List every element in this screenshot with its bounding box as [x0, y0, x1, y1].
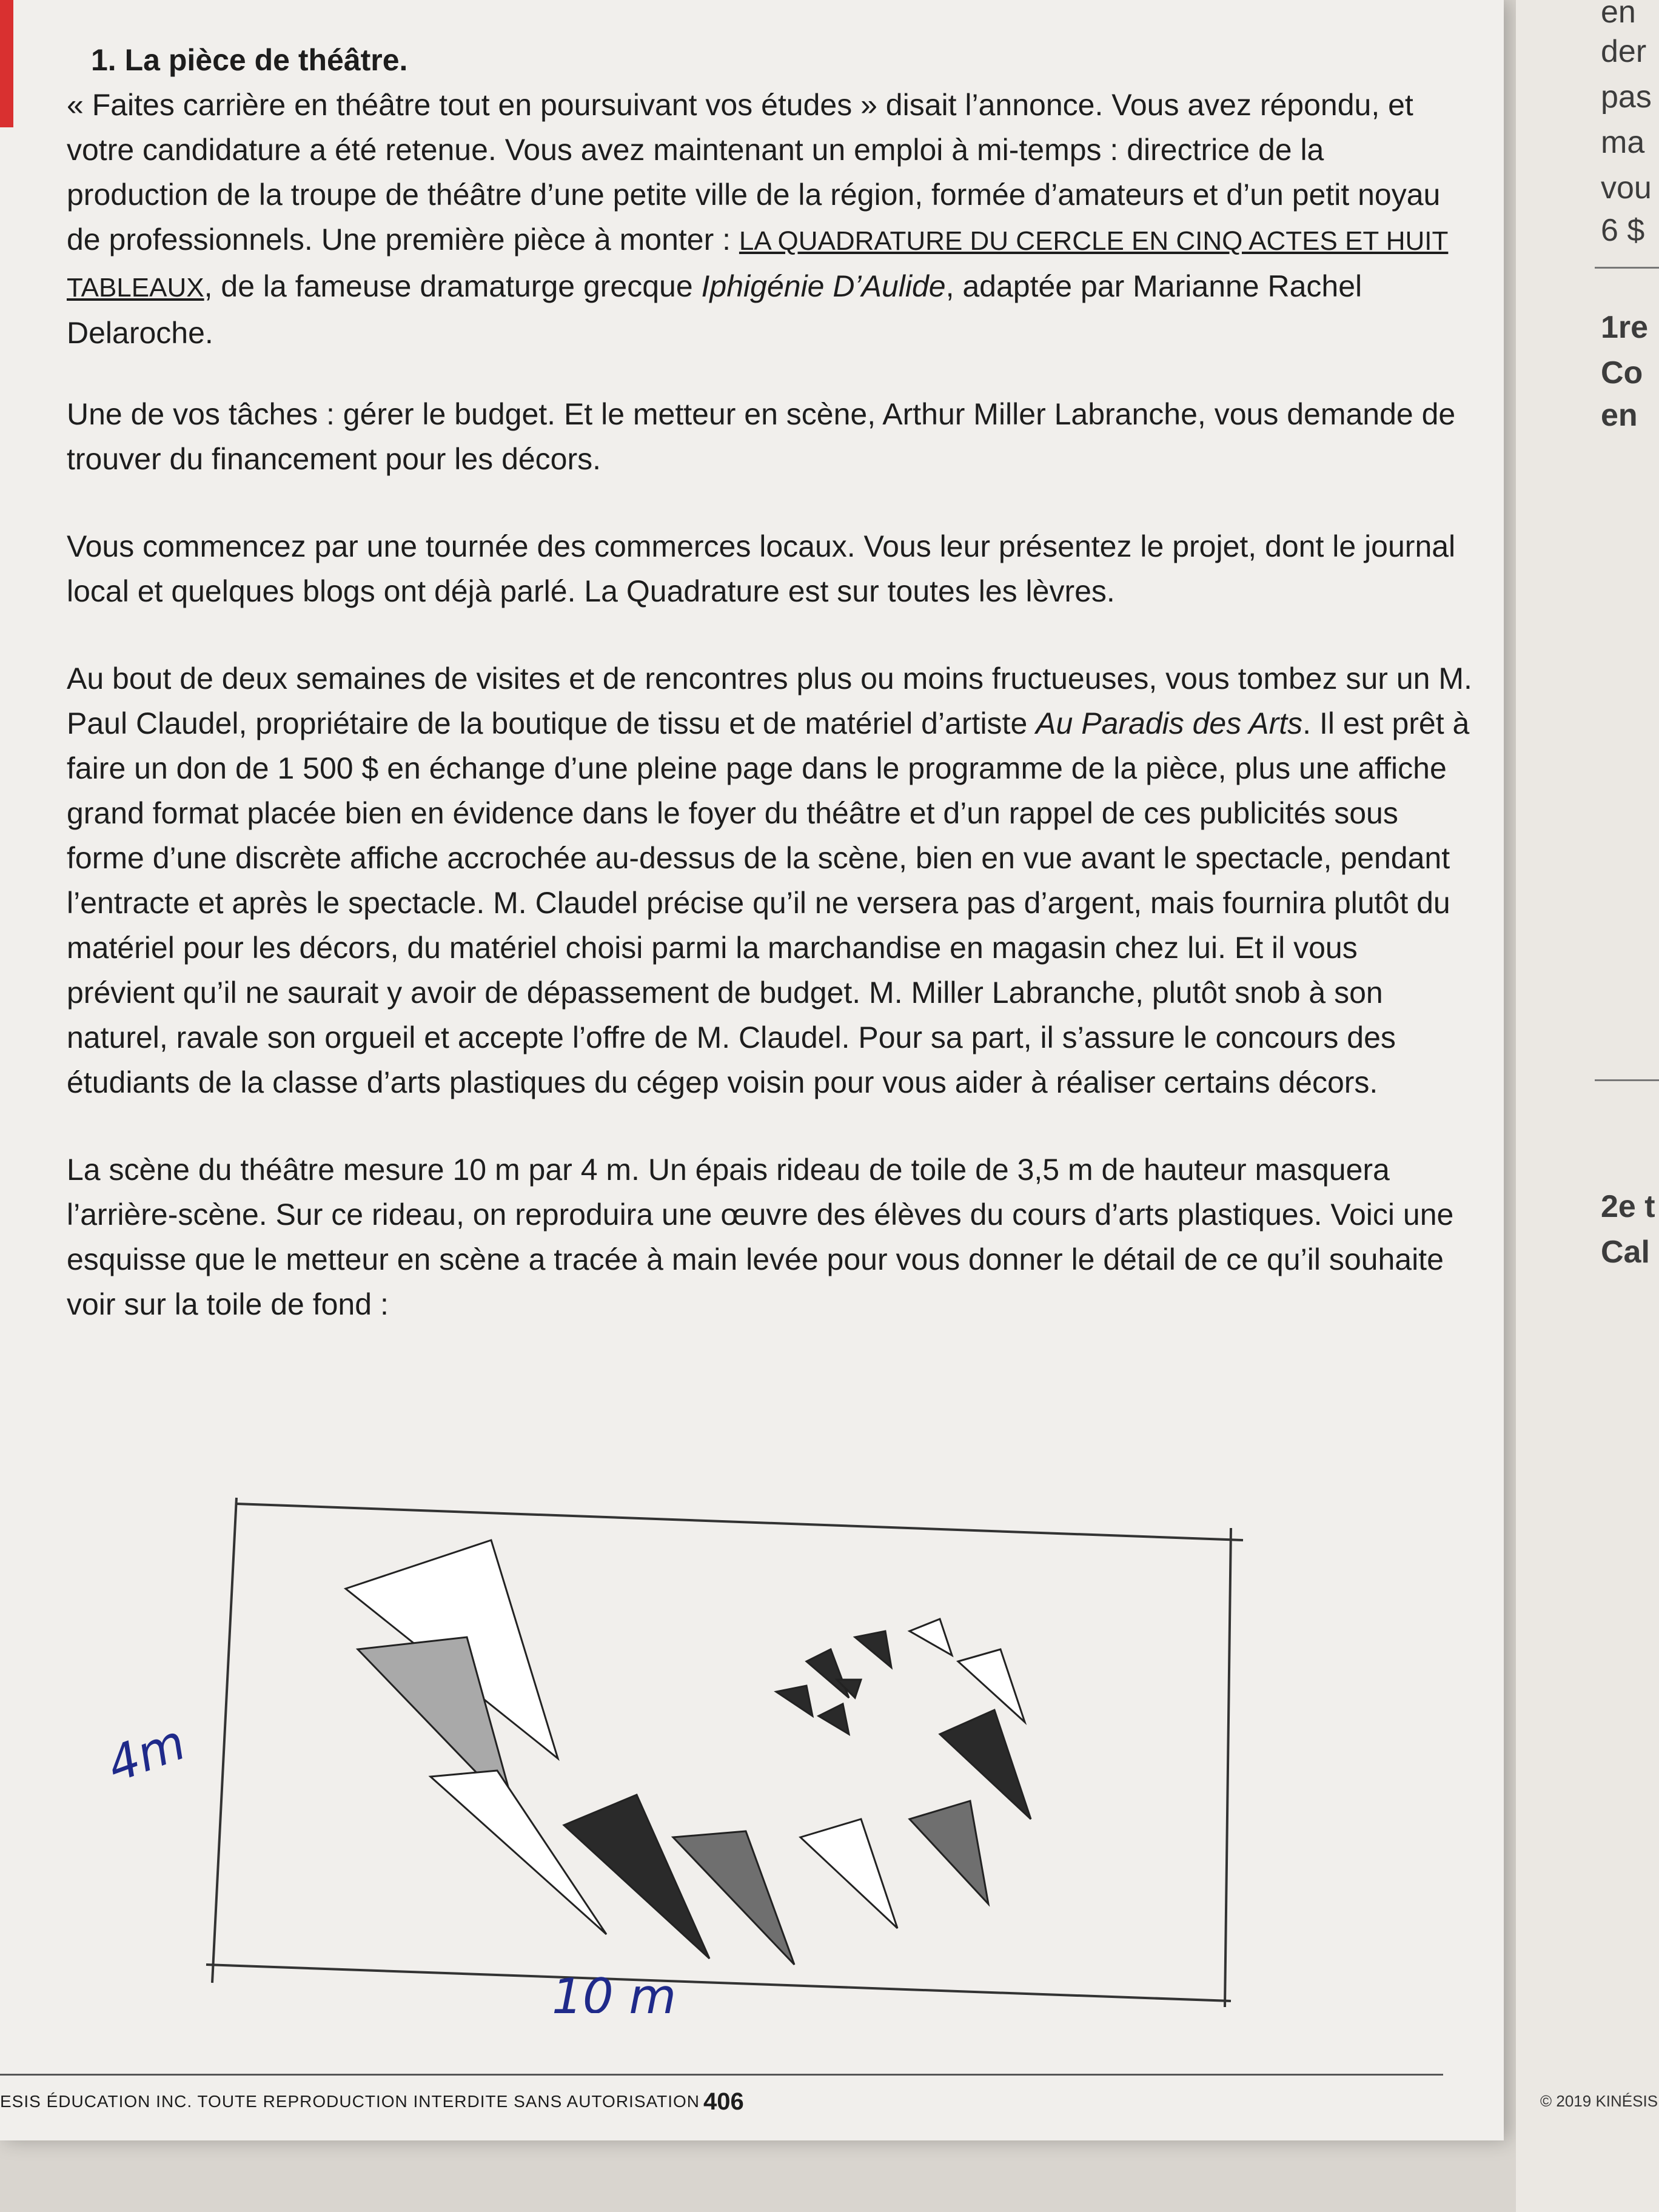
sponsor-text-b: . Il est prêt à faire un don de 1 500 $ en échange d’une pleine page dans le programme de la pièce, plus une affiche grand format placée bien en évidence dans le foyer du théâtre et d’un rappel de ces publicités sous forme d’une discrète affiche accrochée au-dessus de la scène, bien en vue avant le spectacle, pendant l’entracte et après le spectacle. M. Claudel précise qu’il ne versera pas d’argent, mais fournira plutôt du matériel pour les décors, du matériel choisi parmi la marchandise en magasin chez lui. Et il vous prévient qu’il ne saurait y avoir de dépassement de budget. M. Miller Labranche, plutôt snob à son naturel, ravale son orgueil et accepte l’offre de M. Claudel. Pour sa part, il s’assure le concours des étudiants de la classe d’arts plastiques du cégep voisin pour vous aider à réaliser certains décors. — [67, 706, 1470, 1099]
adjacent-fragment: en — [1601, 398, 1638, 433]
adjacent-fragment: der — [1601, 34, 1647, 69]
triangle-mid-1 — [673, 1831, 794, 1965]
exercise-content — [67, 42, 1473, 1369]
footer-rule — [0, 2074, 1443, 2076]
adjacent-fragment: ma — [1601, 125, 1645, 160]
backdrop-sketch — [91, 1480, 1273, 2013]
red-edge-tab — [0, 0, 13, 127]
sketch-svg — [91, 1480, 1273, 2013]
paragraph-tour: Vous commencez par une tournée des commerces locaux. Vous leur présentez le projet, dont le journal local et quelques blogs ont déjà parlé. La Quadrature est sur toutes les lèvres. — [67, 529, 1456, 608]
frame-left — [212, 1498, 236, 1983]
sketch-triangles — [346, 1540, 1031, 1965]
intro-text-c: , adaptée par Marianne Rachel Delaroche. — [67, 269, 1362, 350]
triangle-dark-small-4 — [819, 1704, 849, 1734]
intro-text-a: « Faites carrière en théâtre tout en poursuivant vos études » disait l’annonce. Vous avez répondu, et votre candidature a été retenue. Vous avez maintenant un emploi à mi-temps : directrice de la production de la troupe de théâtre d’une petite ville de la région, formée d’amateurs et d’un petit noyau de professionnels. Une première pièce à monter : — [67, 88, 1441, 256]
frame-right — [1225, 1528, 1231, 2007]
exercise-title: 1. La pièce de théâtre. — [91, 43, 408, 77]
play-title: LA QUADRATURE DU CERCLE EN CINQ ACTES ET HUIT TABLEAUX — [67, 226, 1449, 303]
sketch-frame — [206, 1498, 1243, 2007]
triangle-dark-small-1 — [855, 1631, 891, 1667]
adjacent-page-edge — [1516, 0, 1659, 2212]
frame-bottom — [206, 1965, 1231, 2001]
paragraph-stage: La scène du théâtre mesure 10 m par 4 m. Un épais rideau de toile de 3,5 m de hauteur masquera l’arrière-scène. Sur ce rideau, on reproduira une œuvre des élèves du cours d’arts plastiques. Voici une esquisse que le metteur en scène a tracée à main levée pour vous donner le détail de ce qu’il souhaite voir sur la toile de fond : — [67, 1153, 1454, 1321]
paragraph-budget: Une de vos tâches : gérer le budget. Et le metteur en scène, Arthur Miller Labranche, vous demande de trouver du financement pour les décors. — [67, 397, 1456, 476]
height-label: 4m — [99, 1714, 193, 1794]
triangle-dark-small-3 — [776, 1686, 813, 1716]
triangle-white-low — [431, 1771, 606, 1934]
playwright-name: Iphigénie D’Aulide — [701, 269, 946, 303]
shop-name: Au Paradis des Arts — [1036, 706, 1303, 740]
adjacent-fragment: pas — [1601, 79, 1652, 115]
page-number: 406 — [703, 2088, 744, 2115]
page-footer — [0, 2074, 1455, 2134]
triangle-dark-small-2 — [806, 1649, 849, 1698]
adjacent-fragment: vou — [1601, 170, 1652, 206]
triangle-mid-2 — [910, 1801, 988, 1904]
adjacent-fragment: Co — [1601, 355, 1643, 390]
intro-text-b: , de la fameuse dramaturge grecque — [204, 269, 702, 303]
adjacent-rule — [1595, 267, 1659, 269]
triangle-white-2 — [800, 1819, 897, 1928]
adjacent-rule — [1595, 1079, 1659, 1081]
triangle-white-small — [910, 1619, 952, 1655]
adjacent-fragment: 6 $ — [1601, 213, 1645, 248]
adjacent-fragment: Cal — [1601, 1235, 1650, 1270]
copyright-notice: ESIS ÉDUCATION INC. TOUTE REPRODUCTION INTERDITE SANS AUTORISATION — [0, 2092, 700, 2111]
triangle-dark-1 — [564, 1795, 709, 1959]
adjacent-fragment: 2e t — [1601, 1189, 1655, 1224]
sponsor-text-a: Au bout de deux semaines de visites et de rencontres plus ou moins fructueuses, vous tombez sur un M. Paul Claudel, propriétaire de la boutique de tissu et de matériel d’artiste — [67, 662, 1472, 740]
frame-top — [236, 1504, 1243, 1540]
adjacent-fragment: 1re — [1601, 310, 1649, 345]
adjacent-fragment: en — [1601, 0, 1636, 30]
width-label: 10 m — [552, 1968, 677, 2013]
paragraph-sponsor — [67, 656, 1473, 1105]
triangle-dark-2 — [940, 1710, 1031, 1819]
paragraph-intro — [67, 82, 1473, 355]
right-copyright: © 2019 KINÉSIS — [1540, 2092, 1658, 2110]
